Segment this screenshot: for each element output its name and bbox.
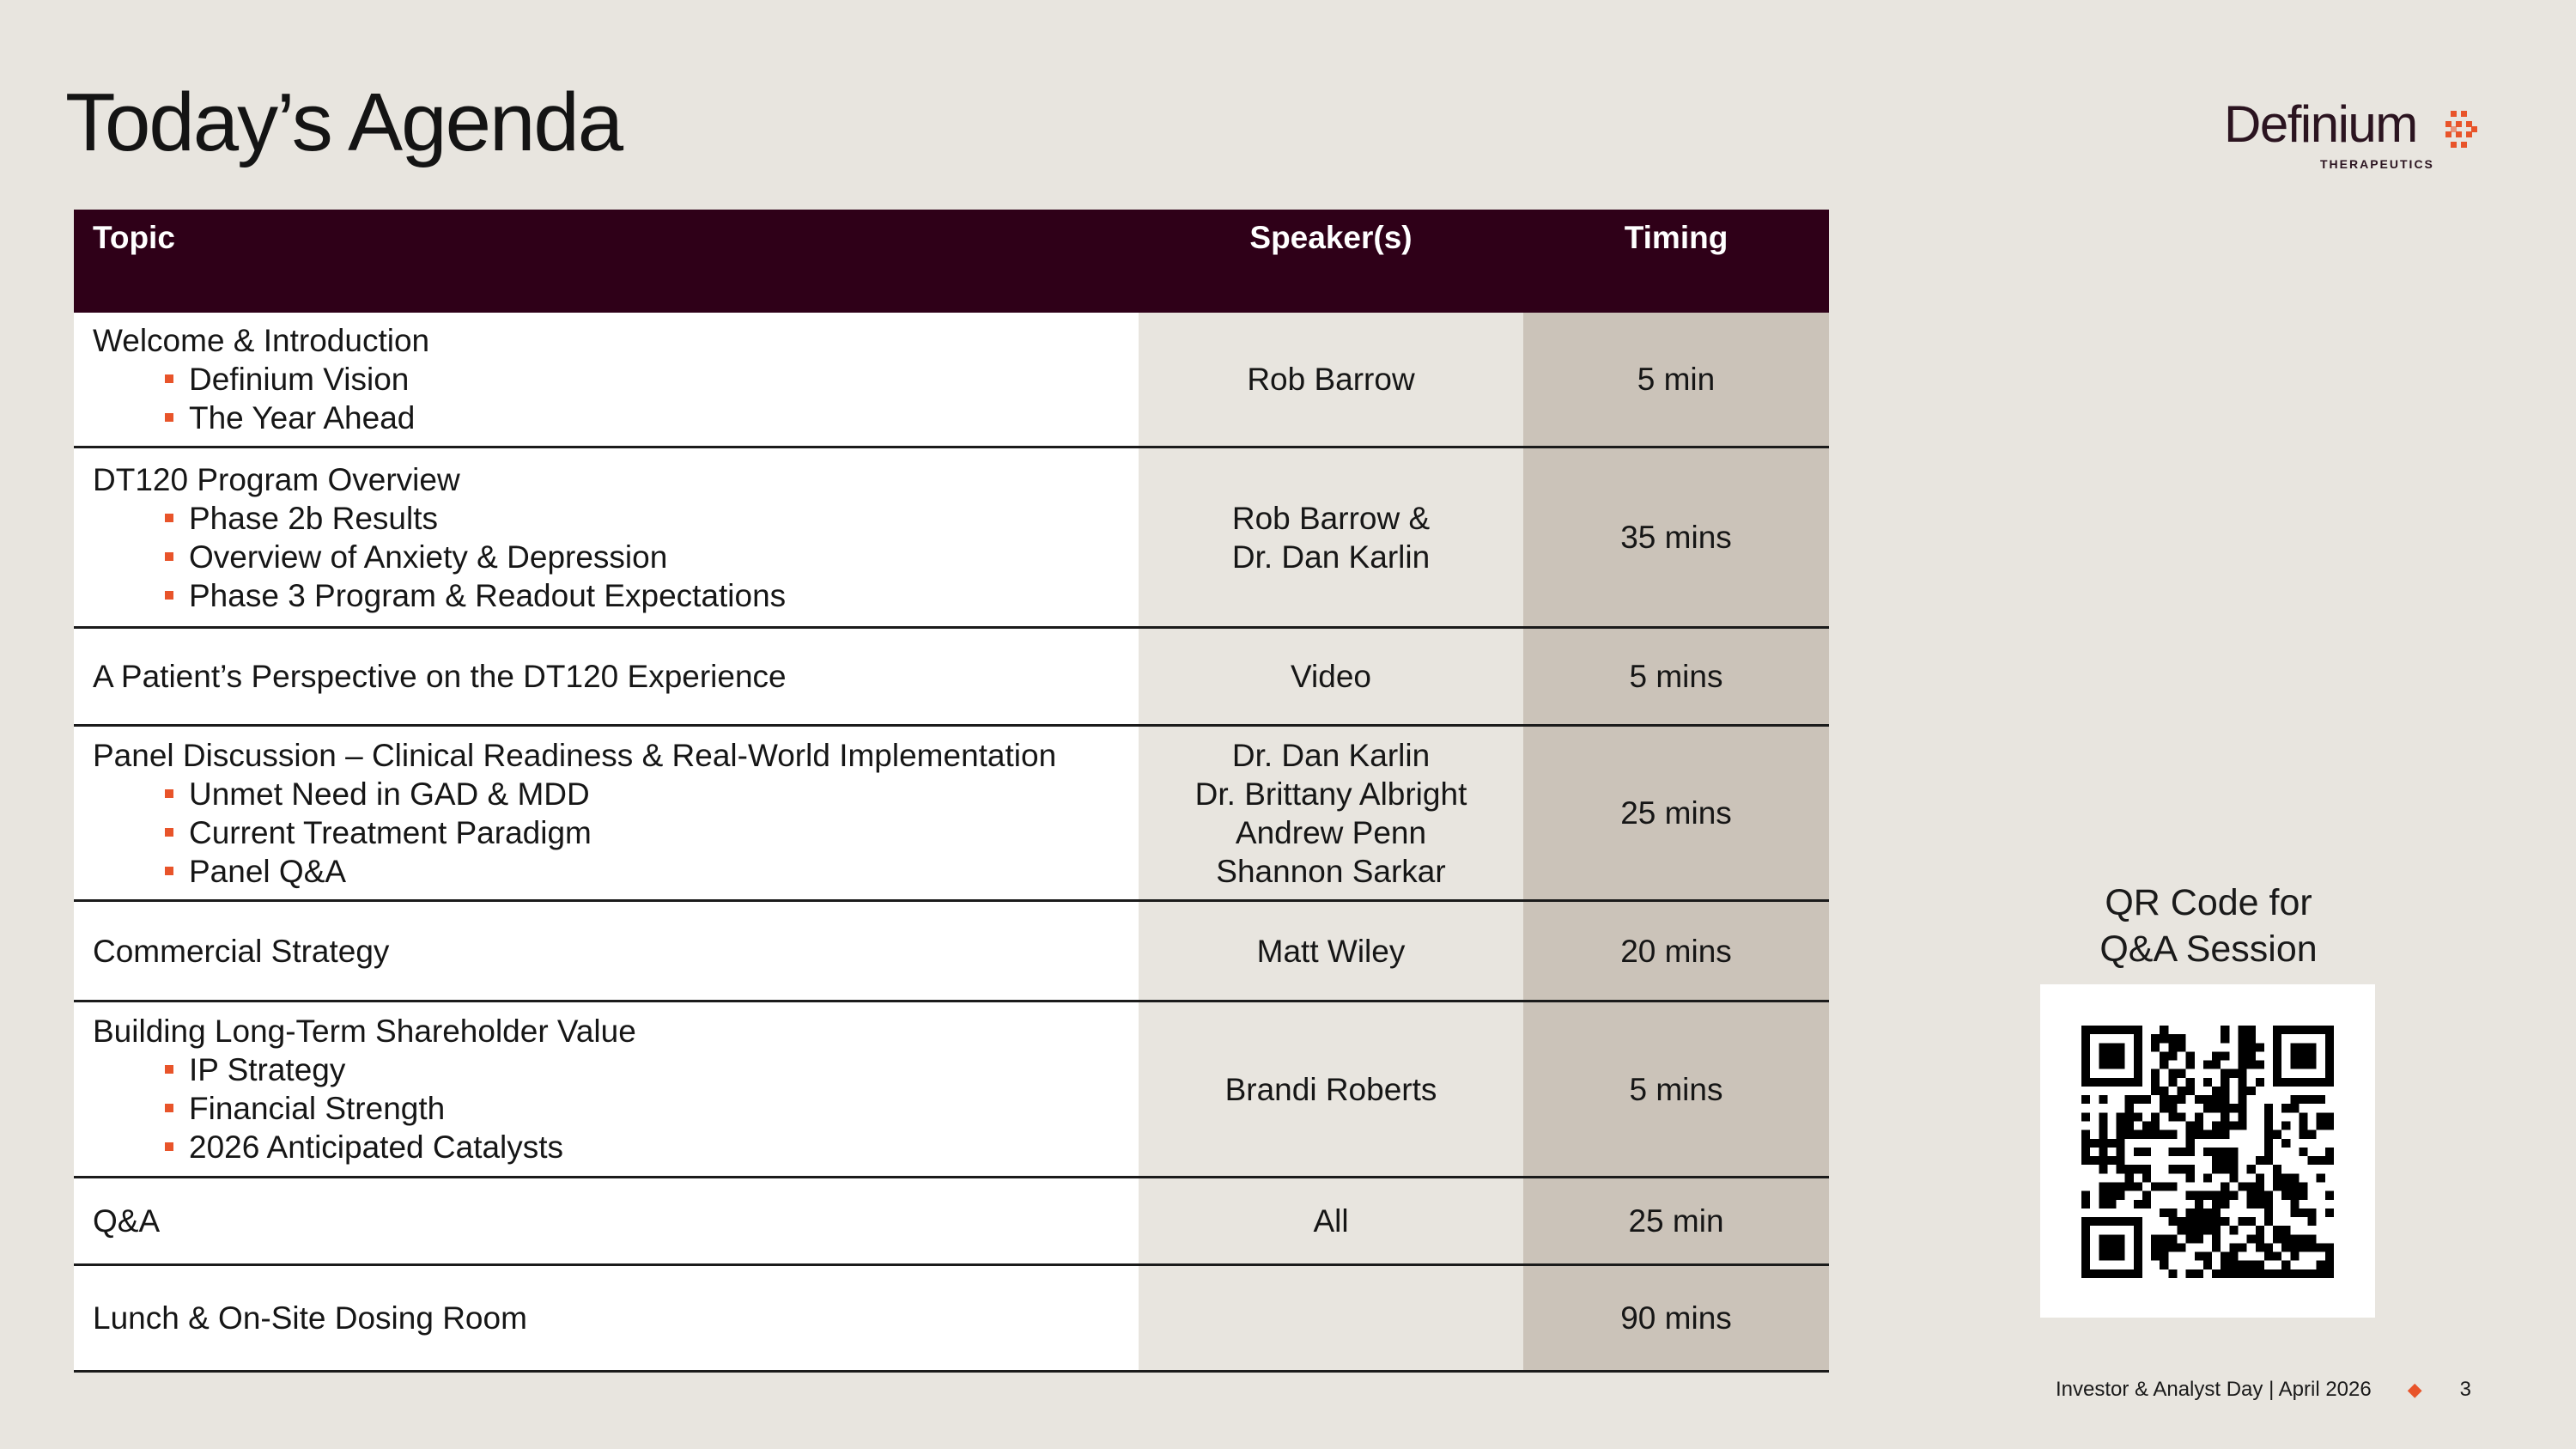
- speaker-cell: [1139, 1002, 1523, 1176]
- footer-event-text: Investor & Analyst Day | April 2026: [2055, 1378, 2372, 1401]
- agenda-table: [74, 210, 1829, 1373]
- topic-bullet: Phase 3 Program & Readout Expectations: [93, 576, 1130, 615]
- topic-bullets: [93, 775, 1130, 891]
- definium-logo: [2224, 95, 2499, 176]
- topic-cell: [74, 448, 1139, 626]
- topic-bullet: Financial Strength: [93, 1089, 1130, 1128]
- topic-cell: [74, 1266, 1139, 1370]
- timing-column-header: Timing: [1624, 220, 1728, 255]
- timing-cell: 35 mins: [1523, 448, 1829, 626]
- speaker-name: Dr. Dan Karlin: [1231, 539, 1431, 575]
- speaker-name: Shannon Sarkar: [1216, 853, 1446, 889]
- speaker-name: Dr. Dan Karlin: [1231, 737, 1431, 773]
- topic-title: Q&A: [93, 1203, 161, 1239]
- page-number: 3: [2459, 1378, 2471, 1401]
- timing-cell: 90 mins: [1523, 1266, 1829, 1370]
- topic-column-header: Topic: [93, 220, 175, 255]
- topic-title: Welcome & Introduction: [93, 323, 430, 358]
- topic-cell: [74, 313, 1139, 446]
- topic-title: A Patient’s Perspective on the DT120 Experience: [93, 659, 787, 694]
- timing-cell: 20 mins: [1523, 902, 1829, 1000]
- speaker-name: Dr. Brittany Albright: [1194, 776, 1467, 812]
- timing-cell: 25 min: [1523, 1178, 1829, 1263]
- topic-bullet: Panel Q&A: [93, 852, 1130, 891]
- topic-bullet: Current Treatment Paradigm: [93, 813, 1130, 852]
- topic-bullet: IP Strategy: [93, 1050, 1130, 1089]
- agenda-row-patient-perspective: [74, 629, 1829, 727]
- topic-title: Lunch & On-Site Dosing Room: [93, 1300, 527, 1336]
- agenda-row-panel-discussion: [74, 727, 1829, 902]
- topic-title: Commercial Strategy: [93, 933, 390, 969]
- topic-cell: [74, 902, 1139, 1000]
- topic-cell: [74, 1002, 1139, 1176]
- topic-bullets: [93, 1050, 1130, 1166]
- topic-bullet: Phase 2b Results: [93, 499, 1130, 538]
- topic-title: Building Long-Term Shareholder Value: [93, 1014, 636, 1049]
- topic-bullets: [93, 360, 1130, 437]
- agenda-row-qa: [74, 1178, 1829, 1266]
- qr-caption-line: QR Code for: [2105, 882, 2312, 923]
- topic-cell: [74, 727, 1139, 899]
- qr-caption-line: Q&A Session: [2099, 928, 2318, 970]
- speaker-name: Rob Barrow &: [1231, 500, 1431, 536]
- speaker-cell: [1139, 727, 1523, 899]
- page-title: Today’s Agenda: [65, 76, 623, 168]
- speaker-name: Matt Wiley: [1256, 933, 1406, 969]
- agenda-row-commercial-strategy: [74, 902, 1829, 1002]
- agenda-row-shareholder-value: [74, 1002, 1829, 1178]
- topic-bullet: Overview of Anxiety & Depression: [93, 538, 1130, 576]
- qr-modules: [2081, 1026, 2334, 1278]
- speaker-name: Andrew Penn: [1235, 814, 1427, 850]
- topic-title: DT120 Program Overview: [93, 461, 460, 497]
- speaker-name: Rob Barrow: [1247, 362, 1415, 397]
- agenda-row-dt120-overview: [74, 448, 1829, 629]
- topic-bullet: Unmet Need in GAD & MDD: [93, 775, 1130, 813]
- speakers-column-header: Speaker(s): [1249, 220, 1413, 255]
- speaker-cell: [1139, 1266, 1523, 1370]
- speaker-cell: [1139, 902, 1523, 1000]
- timing-cell: 25 mins: [1523, 727, 1829, 899]
- speaker-name: All: [1313, 1203, 1349, 1239]
- footer: [2056, 1378, 2471, 1402]
- speaker-name: Video: [1291, 659, 1371, 694]
- logo-wordmark: Definium: [2224, 95, 2417, 153]
- topic-bullets: [93, 499, 1130, 615]
- topic-bullet: Definium Vision: [93, 360, 1130, 399]
- speaker-name: Brandi Roberts: [1224, 1071, 1437, 1107]
- logo-subtitle: THERAPEUTICS: [2320, 157, 2434, 171]
- topic-title: Panel Discussion – Clinical Readiness & Real-World Implementation: [93, 737, 1057, 773]
- agenda-row-welcome: [74, 313, 1829, 448]
- topic-cell: [74, 1178, 1139, 1263]
- qr-caption: [2040, 880, 2377, 972]
- topic-bullet: 2026 Anticipated Catalysts: [93, 1128, 1130, 1166]
- timing-cell: 5 mins: [1523, 629, 1829, 724]
- topic-bullet: The Year Ahead: [93, 399, 1130, 437]
- speaker-cell: [1139, 313, 1523, 446]
- timing-cell: 5 mins: [1523, 1002, 1829, 1176]
- qr-code[interactable]: [2040, 984, 2375, 1318]
- speaker-cell: [1139, 1178, 1523, 1263]
- agenda-table-header: [74, 210, 1829, 313]
- logo-dots-icon: [2444, 109, 2485, 150]
- speaker-cell: [1139, 629, 1523, 724]
- topic-cell: [74, 629, 1139, 724]
- qr-code-icon: [2081, 1026, 2334, 1278]
- speaker-cell: [1139, 448, 1523, 626]
- footer-diamond-icon: ◆: [2407, 1379, 2422, 1400]
- timing-cell: 5 min: [1523, 313, 1829, 446]
- agenda-row-lunch: [74, 1266, 1829, 1373]
